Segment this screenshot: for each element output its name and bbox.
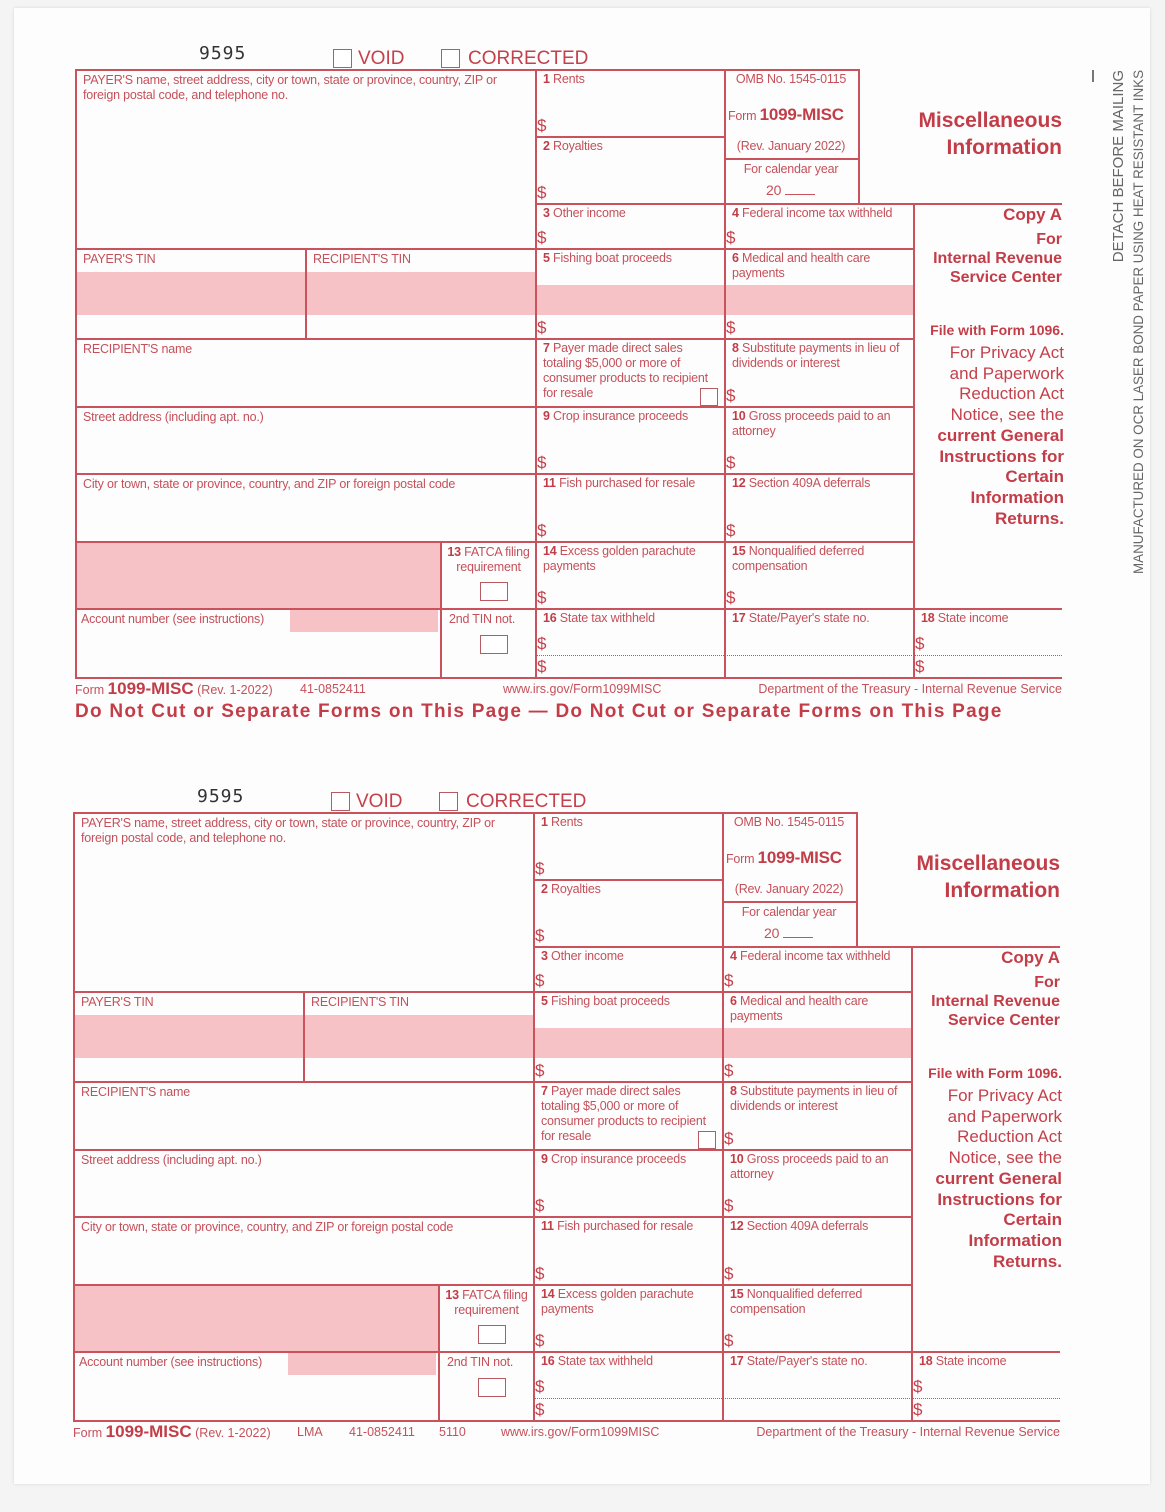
box-b6-amount-field[interactable] bbox=[725, 249, 912, 337]
form-number: 1099-MISC bbox=[757, 848, 842, 867]
dollar-sign: $ bbox=[535, 1196, 545, 1215]
box-b7-amount-field[interactable] bbox=[536, 339, 723, 405]
box-number: 12 bbox=[730, 1219, 744, 1233]
box-b15-amount-field[interactable] bbox=[725, 542, 912, 607]
box-b17-amount-field[interactable] bbox=[723, 1352, 910, 1419]
title-line-1: Miscellaneous bbox=[918, 109, 1062, 132]
dollar-sign: $ bbox=[537, 183, 547, 202]
box-number: 17 bbox=[732, 611, 746, 625]
dollar-sign: $ bbox=[915, 634, 925, 653]
recipient-name-label: RECIPIENT'S name bbox=[83, 342, 192, 356]
dollar-sign: $ bbox=[724, 1331, 734, 1350]
footer-form-word: Form bbox=[73, 1426, 103, 1440]
box-b11-amount-field[interactable] bbox=[536, 474, 723, 540]
irs-line-1: Internal Revenue bbox=[931, 993, 1060, 1010]
box-b10-amount-field[interactable] bbox=[725, 407, 912, 472]
dollar-sign: $ bbox=[537, 453, 547, 472]
year-prefix: 20 bbox=[764, 925, 780, 941]
box-b9-amount-field[interactable] bbox=[536, 407, 723, 472]
payer-tin-field[interactable] bbox=[75, 1015, 301, 1079]
form-title bbox=[893, 107, 1062, 161]
box-number: 2 bbox=[543, 139, 550, 153]
box-number: 11 bbox=[543, 476, 556, 490]
calendar-year-label: For calendar year bbox=[741, 905, 837, 919]
box-number: 11 bbox=[541, 1219, 554, 1233]
second-tin-checkbox[interactable] bbox=[478, 1378, 506, 1397]
box-number: 7 bbox=[543, 341, 550, 355]
box-title: Medical and health care payments bbox=[732, 251, 871, 280]
box-title: Fishing boat proceeds bbox=[551, 994, 670, 1008]
box-title: Royalties bbox=[553, 139, 603, 153]
box-b4-amount-field[interactable] bbox=[723, 947, 910, 990]
footer-form-name: 1099-MISC bbox=[105, 1422, 192, 1441]
box-number: 17 bbox=[730, 1354, 744, 1368]
box-title: Payer made direct sales totaling $5,000 or more of consumer products to recipient for resale bbox=[541, 1084, 706, 1143]
box-number: 2 bbox=[541, 882, 548, 896]
footer-rev: (Rev. 1-2022) bbox=[197, 683, 273, 697]
box-b12-amount-field[interactable] bbox=[723, 1217, 910, 1283]
revision-date: (Rev. January 2022) bbox=[736, 139, 846, 153]
rule-line bbox=[858, 69, 860, 203]
box-title: Medical and health care payments bbox=[730, 994, 869, 1023]
box-title: Royalties bbox=[551, 882, 601, 896]
omb-number: OMB No. 1545-0115 bbox=[735, 72, 847, 86]
dollar-sign: $ bbox=[537, 228, 547, 247]
dollar-sign: $ bbox=[915, 657, 925, 676]
payer-name-field[interactable] bbox=[75, 852, 530, 988]
dollar-sign: $ bbox=[726, 521, 736, 540]
box-number: 16 bbox=[543, 611, 557, 625]
box-number: 13 bbox=[445, 1288, 459, 1302]
box-number: 1 bbox=[541, 815, 548, 829]
box-title: State/Payer's state no. bbox=[748, 611, 870, 625]
box-number: 3 bbox=[541, 949, 548, 963]
recipient-tin-label: RECIPIENT'S TIN bbox=[313, 252, 411, 266]
form-name bbox=[728, 105, 868, 126]
corrected-checkbox[interactable] bbox=[441, 49, 460, 68]
box-title: State/Payer's state no. bbox=[746, 1354, 868, 1368]
footer-form-id bbox=[75, 681, 273, 698]
rule-line bbox=[856, 812, 858, 946]
account-number-label: Account number (see instructions) bbox=[81, 612, 265, 626]
detach-tick bbox=[1092, 70, 1094, 82]
dollar-sign: $ bbox=[535, 1061, 545, 1080]
account-shaded-band bbox=[290, 608, 438, 632]
account-number-label: Account number (see instructions) bbox=[79, 1355, 263, 1369]
dollar-sign: $ bbox=[726, 228, 736, 247]
box-number: 4 bbox=[732, 206, 739, 220]
form-code: 9595 bbox=[197, 786, 245, 807]
dollar-sign: $ bbox=[726, 318, 736, 337]
privacy-text-bold: current General Instructions for Certain Information Returns. bbox=[937, 425, 1064, 528]
box-number: 5 bbox=[543, 251, 550, 265]
recipient-tin-label: RECIPIENT'S TIN bbox=[311, 995, 409, 1009]
box-number: 7 bbox=[541, 1084, 548, 1098]
copy-designation bbox=[911, 948, 1060, 1030]
title-line-1: Miscellaneous bbox=[916, 852, 1060, 875]
city-label: City or town, state or province, country, and ZIP or foreign postal code bbox=[81, 1220, 454, 1234]
dollar-sign: $ bbox=[537, 116, 547, 135]
footer-ein: 41-0852411 bbox=[300, 682, 366, 696]
privacy-text-bold: current General Instructions for Certain Information Returns. bbox=[935, 1168, 1062, 1271]
footer-ein: 41-0852411 bbox=[349, 1425, 415, 1439]
box-title: State tax withheld bbox=[559, 611, 655, 625]
dollar-sign: $ bbox=[726, 588, 736, 607]
box-title: Federal income tax withheld bbox=[742, 206, 893, 220]
calendar-year-field[interactable] bbox=[766, 182, 846, 198]
footer-rev: (Rev. 1-2022) bbox=[195, 1426, 271, 1440]
dollar-sign: $ bbox=[724, 971, 734, 990]
city-label: City or town, state or province, country, and ZIP or foreign postal code bbox=[83, 477, 456, 491]
form-1099-misc-copy-2 bbox=[73, 786, 1073, 1512]
box-title: FATCA filing requirement bbox=[454, 1288, 528, 1317]
copy-for: For bbox=[1036, 231, 1062, 248]
box-title: Nonqualified deferred compensation bbox=[730, 1287, 863, 1316]
box-title: Crop insurance proceeds bbox=[551, 1152, 687, 1166]
box-title: Fish purchased for resale bbox=[557, 1219, 694, 1233]
footer-form-word: Form bbox=[75, 683, 105, 697]
box-b15-amount-field[interactable] bbox=[723, 1285, 910, 1350]
footer-url[interactable]: www.irs.gov/Form1099MISC bbox=[503, 682, 662, 696]
box-b18-amount-field[interactable] bbox=[912, 1352, 1059, 1419]
paper-notice: MANUFACTURED ON OCR LASER BOND PAPER USING HEAT RESISTANT INKS bbox=[1131, 70, 1146, 574]
privacy-notice bbox=[917, 1086, 1062, 1272]
void-checkbox[interactable] bbox=[333, 49, 352, 68]
box-number: 8 bbox=[730, 1084, 737, 1098]
void-label: VOID bbox=[358, 48, 405, 69]
void-label: VOID bbox=[356, 791, 403, 812]
payer-tin-label: PAYER'S TIN bbox=[83, 252, 156, 266]
box-number: 15 bbox=[730, 1287, 744, 1301]
shaded-block bbox=[75, 541, 440, 608]
footer-lma: LMA bbox=[297, 1425, 323, 1439]
title-line-2: Information bbox=[944, 879, 1060, 902]
dollar-sign: $ bbox=[535, 1331, 545, 1350]
dollar-sign: $ bbox=[724, 1264, 734, 1283]
privacy-notice bbox=[919, 343, 1064, 529]
dollar-sign: $ bbox=[724, 1196, 734, 1215]
street-address-label: Street address (including apt. no.) bbox=[83, 410, 264, 424]
footer-department: Department of the Treasury - Internal Revenue Service bbox=[758, 682, 1062, 696]
payer-name-field[interactable] bbox=[77, 109, 532, 245]
year-prefix: 20 bbox=[766, 182, 782, 198]
dollar-sign: $ bbox=[913, 1377, 923, 1396]
calendar-year-field[interactable] bbox=[764, 925, 844, 941]
recipient-tin-field[interactable] bbox=[305, 1015, 531, 1079]
dollar-sign: $ bbox=[535, 926, 545, 945]
dollar-sign: $ bbox=[537, 634, 547, 653]
box-b14-amount-field[interactable] bbox=[534, 1285, 721, 1350]
omb-number: OMB No. 1545-0115 bbox=[733, 815, 845, 829]
dollar-sign: $ bbox=[537, 318, 547, 337]
dollar-sign: $ bbox=[535, 1264, 545, 1283]
footer-url[interactable]: www.irs.gov/Form1099MISC bbox=[501, 1425, 660, 1439]
privacy-text: For Privacy Act and Paperwork Reduction Act Notice, see the bbox=[947, 1086, 1062, 1168]
box-number: 10 bbox=[732, 409, 746, 423]
second-tin-label: 2nd TIN not. bbox=[449, 612, 516, 626]
box-title: Excess golden parachute payments bbox=[541, 1287, 694, 1316]
box-number: 16 bbox=[541, 1354, 555, 1368]
box-b16-amount-field[interactable] bbox=[536, 609, 723, 676]
privacy-text: For Privacy Act and Paperwork Reduction Act Notice, see the bbox=[949, 343, 1064, 425]
box-title: Crop insurance proceeds bbox=[553, 409, 689, 423]
box-number: 8 bbox=[732, 341, 739, 355]
dollar-sign: $ bbox=[724, 1129, 734, 1148]
box-number: 9 bbox=[541, 1152, 548, 1166]
box-number: 10 bbox=[730, 1152, 744, 1166]
rule-line bbox=[75, 69, 858, 71]
box-title: Fishing boat proceeds bbox=[553, 251, 672, 265]
irs-line-2: Service Center bbox=[947, 1012, 1060, 1029]
payer-tin-field[interactable] bbox=[77, 272, 303, 336]
box-number: 12 bbox=[732, 476, 746, 490]
box-number: 15 bbox=[732, 544, 746, 558]
dollar-sign: $ bbox=[535, 1400, 545, 1419]
irs-line-1: Internal Revenue bbox=[933, 250, 1062, 267]
box-number: 6 bbox=[732, 251, 739, 265]
box-b10-amount-field[interactable] bbox=[723, 1150, 910, 1215]
rule-line bbox=[73, 812, 856, 814]
box-title: State income bbox=[935, 1354, 1007, 1368]
box-title: Substitute payments in lieu of dividends or interest bbox=[732, 341, 900, 370]
copy-for: For bbox=[1034, 974, 1060, 991]
form-1099-misc-copy-1 bbox=[75, 43, 1075, 769]
payer-name-label: PAYER'S name, street address, city or town, state or province, country, ZIP or foreign postal code, and telephone no. bbox=[83, 73, 497, 102]
dollar-sign: $ bbox=[726, 453, 736, 472]
box-7-checkbox[interactable] bbox=[700, 388, 718, 406]
box-title: Substitute payments in lieu of dividends or interest bbox=[730, 1084, 898, 1113]
dollar-sign: $ bbox=[537, 657, 547, 676]
box-title: Rents bbox=[551, 815, 583, 829]
form-word: Form bbox=[726, 852, 755, 866]
box-b5-amount-field[interactable] bbox=[536, 249, 723, 337]
box-b6-amount-field[interactable] bbox=[723, 992, 910, 1080]
box-b3-amount-field[interactable] bbox=[534, 947, 721, 990]
box-number: 14 bbox=[541, 1287, 555, 1301]
box-b17-amount-field[interactable] bbox=[725, 609, 912, 676]
box-b2-amount-field[interactable] bbox=[536, 137, 723, 202]
copy-a: Copy A bbox=[1001, 948, 1060, 967]
irs-line-2: Service Center bbox=[949, 269, 1062, 286]
rule-line bbox=[722, 901, 856, 903]
copy-designation bbox=[913, 205, 1062, 287]
form-name bbox=[726, 848, 866, 869]
box-title: Section 409A deferrals bbox=[746, 1219, 869, 1233]
box-number: 18 bbox=[921, 611, 935, 625]
second-tin-label: 2nd TIN not. bbox=[447, 1355, 514, 1369]
footer-form-id bbox=[73, 1424, 271, 1441]
box-b16-amount-field[interactable] bbox=[534, 1352, 721, 1419]
box-b11-amount-field[interactable] bbox=[534, 1217, 721, 1283]
box-b7-amount-field[interactable] bbox=[534, 1082, 721, 1148]
box-number: 5 bbox=[541, 994, 548, 1008]
form-word: Form bbox=[728, 109, 757, 123]
form-title bbox=[891, 850, 1060, 904]
box-title: Excess golden parachute payments bbox=[543, 544, 696, 573]
box-b9-amount-field[interactable] bbox=[534, 1150, 721, 1215]
title-line-2: Information bbox=[946, 136, 1062, 159]
fatca-label bbox=[440, 1288, 533, 1318]
form-code: 9595 bbox=[199, 43, 247, 64]
box-b5-amount-field[interactable] bbox=[534, 992, 721, 1080]
fatca-checkbox[interactable] bbox=[478, 1325, 506, 1344]
payer-name-label: PAYER'S name, street address, city or town, state or province, country, ZIP or foreign postal code, and telephone no. bbox=[81, 816, 495, 845]
dollar-sign: $ bbox=[535, 971, 545, 990]
account-shaded-band bbox=[288, 1351, 436, 1375]
box-title: Rents bbox=[553, 72, 585, 86]
box-title: Other income bbox=[553, 206, 626, 220]
file-with-1096: File with Form 1096. bbox=[930, 322, 1064, 338]
dollar-sign: $ bbox=[535, 1377, 545, 1396]
rule-line bbox=[724, 158, 858, 160]
fatca-label bbox=[442, 545, 535, 575]
footer-form-name: 1099-MISC bbox=[107, 679, 194, 698]
box-b2-amount-field[interactable] bbox=[534, 880, 721, 945]
form-number: 1099-MISC bbox=[759, 105, 844, 124]
detach-notice: DETACH BEFORE MAILING bbox=[1110, 70, 1127, 263]
dollar-sign: $ bbox=[537, 521, 547, 540]
footer-cat-no: 5110 bbox=[439, 1425, 466, 1439]
box-number: 6 bbox=[730, 994, 737, 1008]
do-not-cut-banner: Do Not Cut or Separate Forms on This Page — Do Not Cut or Separate Forms on This Page bbox=[75, 701, 1003, 722]
box-title: State tax withheld bbox=[557, 1354, 653, 1368]
box-b4-amount-field[interactable] bbox=[725, 204, 912, 247]
box-title: Other income bbox=[551, 949, 624, 963]
void-checkbox[interactable] bbox=[331, 792, 350, 811]
dollar-sign: $ bbox=[537, 588, 547, 607]
box-number: 9 bbox=[543, 409, 550, 423]
box-number: 3 bbox=[543, 206, 550, 220]
dollar-sign: $ bbox=[726, 386, 736, 405]
shaded-block bbox=[73, 1284, 438, 1351]
box-b14-amount-field[interactable] bbox=[536, 542, 723, 607]
recipient-name-label: RECIPIENT'S name bbox=[81, 1085, 190, 1099]
box-title: Section 409A deferrals bbox=[748, 476, 871, 490]
box-title: Federal income tax withheld bbox=[740, 949, 891, 963]
box-b1-amount-field[interactable] bbox=[534, 813, 721, 878]
box-number: 4 bbox=[730, 949, 737, 963]
corrected-label: CORRECTED bbox=[466, 791, 587, 812]
footer-department: Department of the Treasury - Internal Revenue Service bbox=[756, 1425, 1060, 1439]
fatca-checkbox[interactable] bbox=[480, 582, 508, 601]
revision-date: (Rev. January 2022) bbox=[734, 882, 844, 896]
box-title: Fish purchased for resale bbox=[559, 476, 696, 490]
dollar-sign: $ bbox=[724, 1061, 734, 1080]
box-b3-amount-field[interactable] bbox=[536, 204, 723, 247]
box-title: FATCA filing requirement bbox=[456, 545, 530, 574]
corrected-checkbox[interactable] bbox=[439, 792, 458, 811]
box-number: 18 bbox=[919, 1354, 933, 1368]
dollar-sign: $ bbox=[535, 859, 545, 878]
box-title: Gross proceeds paid to an attorney bbox=[732, 409, 891, 438]
box-title: Nonqualified deferred compensation bbox=[732, 544, 865, 573]
box-title: Gross proceeds paid to an attorney bbox=[730, 1152, 889, 1181]
box-number: 14 bbox=[543, 544, 557, 558]
box-number: 13 bbox=[447, 545, 461, 559]
box-b8-amount-field[interactable] bbox=[725, 339, 912, 405]
box-b8-amount-field[interactable] bbox=[723, 1082, 910, 1148]
box-title: Payer made direct sales totaling $5,000 or more of consumer products to recipient for resale bbox=[543, 341, 708, 400]
recipient-tin-field[interactable] bbox=[307, 272, 533, 336]
street-address-label: Street address (including apt. no.) bbox=[81, 1153, 262, 1167]
payer-tin-label: PAYER'S TIN bbox=[81, 995, 154, 1009]
calendar-year-label: For calendar year bbox=[743, 162, 839, 176]
box-b12-amount-field[interactable] bbox=[725, 474, 912, 540]
box-b1-amount-field[interactable] bbox=[536, 70, 723, 135]
box-number: 1 bbox=[543, 72, 550, 86]
box-title: State income bbox=[937, 611, 1009, 625]
copy-a: Copy A bbox=[1003, 205, 1062, 224]
box-b18-amount-field[interactable] bbox=[914, 609, 1061, 676]
file-with-1096: File with Form 1096. bbox=[928, 1065, 1062, 1081]
dollar-sign: $ bbox=[913, 1400, 923, 1419]
second-tin-checkbox[interactable] bbox=[480, 635, 508, 654]
corrected-label: CORRECTED bbox=[468, 48, 589, 69]
box-7-checkbox[interactable] bbox=[698, 1131, 716, 1149]
